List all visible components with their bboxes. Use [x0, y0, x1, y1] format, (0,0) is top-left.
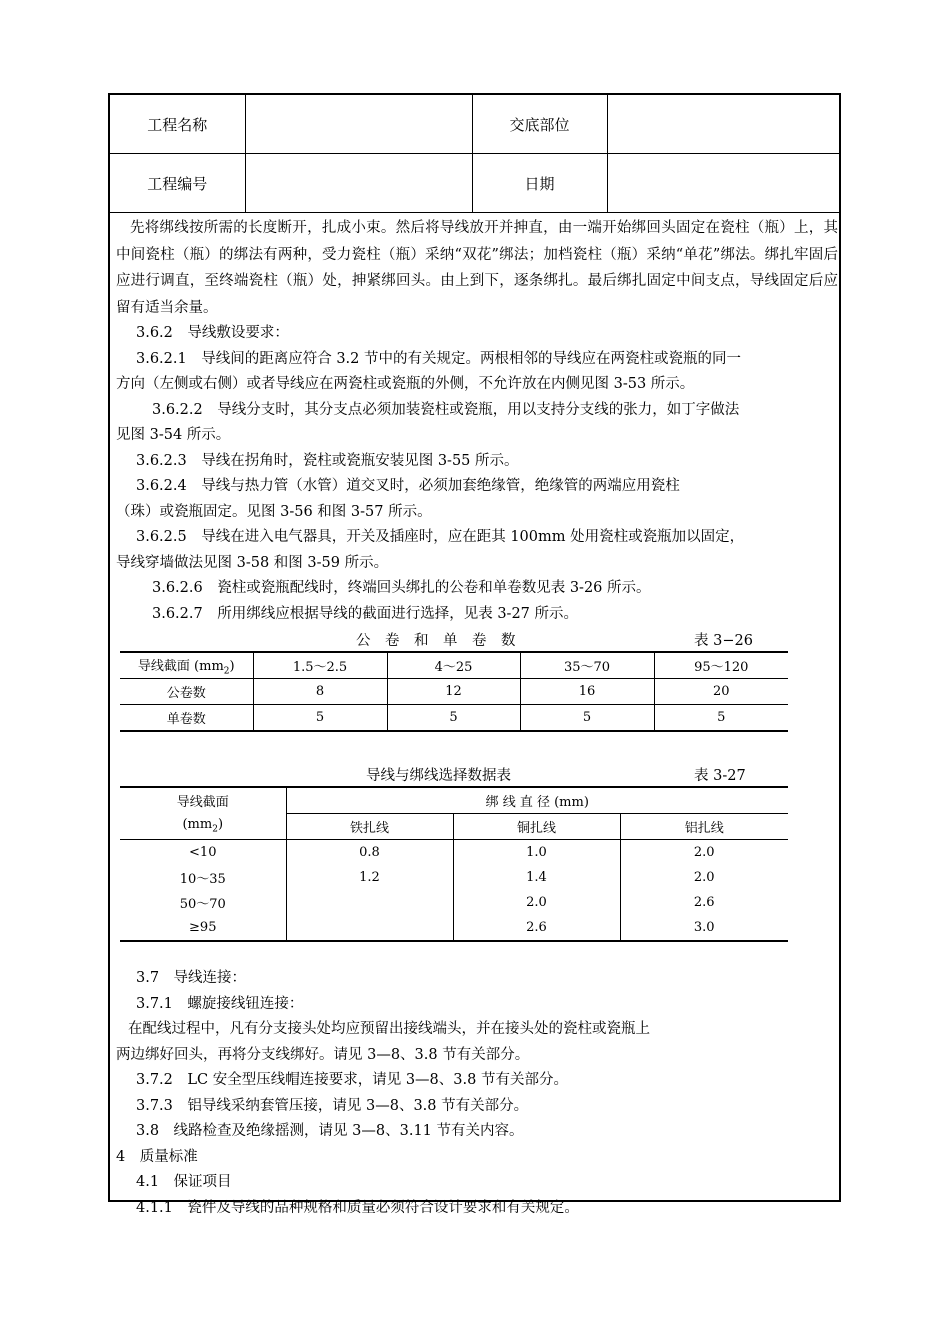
- table-27-cell: 0.8: [286, 840, 453, 866]
- table-27-group: 绑 线 直 径 (mm): [286, 787, 788, 814]
- table-27-col: 铜扎线: [453, 814, 620, 840]
- table-26-cell: 8: [253, 679, 387, 705]
- table-27-col: 铁扎线: [286, 814, 453, 840]
- section-3-6-2-1-a: 3.6.2.1 导线间的距离应符合 3.2 节中的有关规定。两根相邻的导线应在两瓷柱或瓷瓶的同一: [136, 350, 742, 367]
- table-27: [120, 786, 788, 942]
- document-body: [116, 215, 838, 1221]
- section-3-8: 3.8 线路检查及绝缘摇测，请见 3—8、3.11 节有关内容。: [136, 1123, 524, 1139]
- table-26-row-label: 单卷数: [120, 705, 253, 732]
- table-26-row-label: 公卷数: [120, 679, 253, 705]
- section-3-6-2-2-a: 3.6.2.2 导线分支时，其分支点必须加装瓷柱或瓷瓶，用以支持分支线的张力，如丁字做法: [152, 401, 740, 418]
- table-row: [120, 652, 788, 679]
- table-27-head-1: 导线截面: [120, 787, 286, 814]
- table-26-col: 95～120: [654, 652, 788, 679]
- table-27-number: 表 3-27: [694, 768, 746, 784]
- table-27-cell: ≥95: [120, 915, 286, 941]
- table-26-col: 4～25: [387, 652, 520, 679]
- table-row: [120, 865, 788, 890]
- project-no-label: 工程编号: [110, 154, 245, 213]
- section-3-6-2-3: 3.6.2.3 导线在拐角时，瓷柱或瓷瓶安装见图 3-55 所示。: [136, 452, 519, 469]
- project-name-label: 工程名称: [110, 95, 245, 154]
- section-3-6-2-1-b: 方向（左侧或右侧）或者导线应在两瓷柱或瓷瓶的外侧，不允许放在内侧见图 3-53 所示。: [116, 376, 695, 392]
- table-26-col: 35～70: [520, 652, 654, 679]
- part-value: [607, 95, 839, 154]
- table-row: [120, 814, 788, 840]
- table-27-cell: 2.6: [693, 895, 715, 910]
- table-27-title: 导线与绑线选择数据表: [366, 768, 511, 784]
- header-table: [110, 95, 839, 213]
- section-3-7-1-b: 两边绑好回头，再将分支线绑好。请见 3—8、3.8 节有关部分。: [116, 1046, 530, 1063]
- table-27-cell: 2.0: [693, 845, 715, 860]
- table-26-cell: 5: [387, 705, 520, 732]
- section-3-6-2-7: 3.6.2.7 所用绑线应根据导线的截面进行选择，见表 3-27 所示。: [152, 605, 579, 622]
- section-3-6-2: 3.6.2 导线敷设要求：: [136, 325, 289, 341]
- section-3-7: 3.7 导线连接：: [136, 970, 247, 986]
- table-row: [120, 705, 788, 732]
- section-3-6-2-5-a: 3.6.2.5 导线在进入电气器具，开关及插座时，应在距其 100mm 处用瓷柱或瓷瓶加以固定，: [136, 529, 745, 545]
- table-27-cell: 2.0: [693, 870, 715, 885]
- date-value: [607, 154, 839, 213]
- table-27-cell: 50～70: [120, 890, 286, 915]
- table-row: [120, 890, 788, 915]
- section-3-7-3: 3.7.3 铝导线采纳套管压接，请见 3—8、3.8 节有关部分。: [136, 1097, 529, 1114]
- table-26-head-label: 导线截面 $(mm_2)$: [120, 652, 253, 679]
- table-26-cell: 5: [654, 705, 788, 732]
- table-26-cell: 5: [520, 705, 654, 732]
- section-4-1-1: 4.1.1 瓷件及导线的品种规格和质量必须符合设计要求和有关规定。: [136, 1199, 579, 1216]
- section-3-6-2-5-b: 导线穿墙做法见图 3-58 和图 3-59 所示。: [116, 554, 389, 571]
- table-26-cell: 16: [520, 679, 654, 705]
- table-27-cell: [286, 915, 453, 941]
- section-3-6-2-4-a: 3.6.2.4 导线与热力管（水管）道交叉时，必须加套绝缘管，绝缘管的两端应用瓷柱: [136, 478, 680, 494]
- project-name-value: [245, 95, 472, 154]
- section-3-6-2-6: 3.6.2.6 瓷柱或瓷瓶配线时，终端回头绑扎的公卷和单卷数见表 3-26 所示。: [152, 580, 651, 596]
- table-27-cell: 2.6: [453, 915, 620, 941]
- table-row: [120, 787, 788, 814]
- table-27-cell: <10: [120, 840, 286, 866]
- table-row: [120, 915, 788, 941]
- table-27-cell: 1.4: [453, 865, 620, 890]
- table-26-col: 1.5～2.5: [253, 652, 387, 679]
- table-27-cell: 1.2: [286, 865, 453, 890]
- table-27-cell: 2.0: [453, 890, 620, 915]
- date-label: 日期: [472, 154, 607, 213]
- project-no-value: [245, 154, 472, 213]
- table-26-cell: 5: [253, 705, 387, 732]
- table-27-caption: [116, 762, 838, 786]
- section-4-1: 4.1 保证项目: [136, 1174, 232, 1190]
- table-26-cell: 12: [387, 679, 520, 705]
- table-27-head-2: $(mm_2)$: [120, 814, 286, 840]
- section-3-6-2-4-b: （珠）或瓷瓶固定。见图 3-56 和图 3-57 所示。: [116, 503, 432, 520]
- section-3-7-1-a: 在配线过程中，凡有分支接头处均应预留出接线端头，并在接头处的瓷柱或瓷瓶上: [128, 1021, 650, 1037]
- document-frame: [108, 93, 841, 1216]
- table-26-cell: 20: [654, 679, 788, 705]
- section-4: 4 质量标准: [116, 1148, 198, 1165]
- table-27-cell: 1.0: [453, 840, 620, 866]
- table-26-number: 表 3−26: [694, 633, 753, 649]
- section-3-7-1: 3.7.1 螺旋接线钮连接：: [136, 995, 304, 1012]
- table-27-cell: [286, 890, 453, 915]
- part-label: 交底部位: [472, 95, 607, 154]
- table-27-cell: 3.0: [620, 915, 788, 941]
- table-26-caption: [116, 627, 838, 651]
- table-27-col: 铝扎线: [620, 814, 788, 840]
- table-26-title: 公 卷 和 单 卷 数: [356, 633, 516, 649]
- table-row: [120, 679, 788, 705]
- intro-paragraph: 先将绑线按所需的长度断开，扎成小束。然后将导线放开并抻直，由一端开始绑回头固定在瓷柱（瓶）上，其中间瓷柱（瓶）的绑法有两种，受力瓷柱（瓶）采纳“双花”绑法；加档瓷柱（瓶）采纳“单花”绑法。绑扎牢固后应进行调直，至终端瓷柱（瓶）处，抻紧绑回头。由上到下，逐条绑扎。最后绑扎固定中间支点，导线固定后应留有适当余量。: [116, 220, 838, 316]
- section-3-6-2-2-b: 见图 3-54 所示。: [116, 427, 231, 443]
- table-row: [120, 840, 788, 866]
- table-27-cell: 10～35: [120, 865, 286, 890]
- section-3-7-2: 3.7.2 LC 安全型压线帽连接要求，请见 3—8、3.8 节有关部分。: [136, 1072, 568, 1088]
- table-26: [120, 651, 788, 732]
